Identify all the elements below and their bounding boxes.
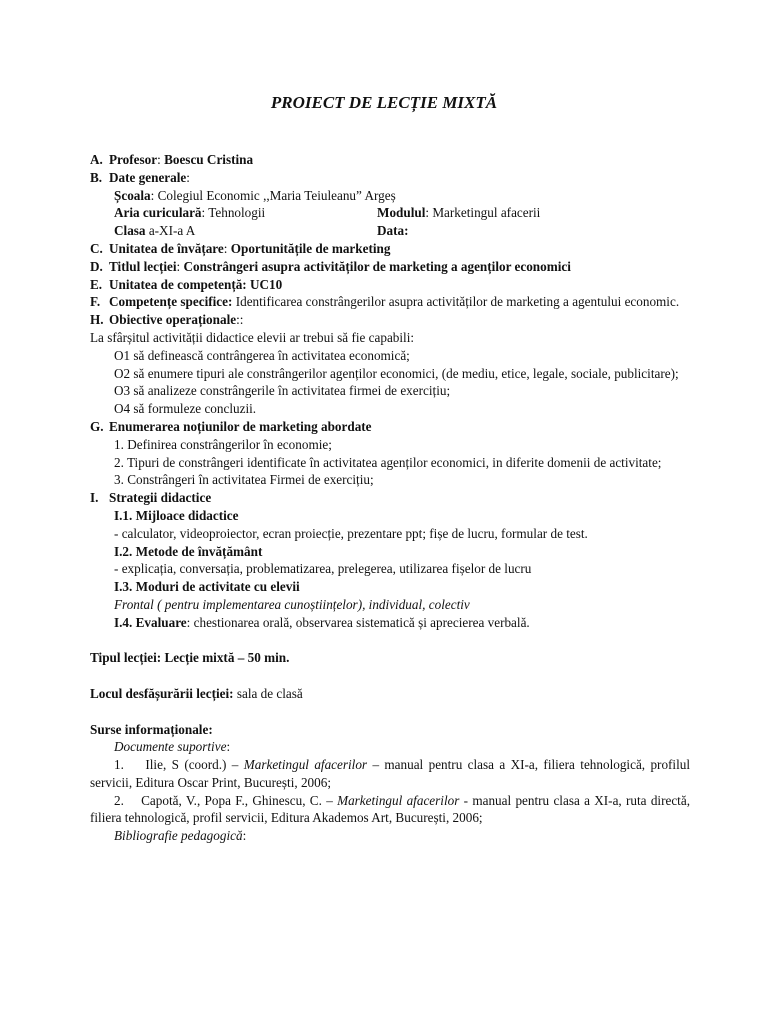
objective-4: O4 să formuleze concluzii. bbox=[114, 401, 257, 417]
item-b: B. Date generale: bbox=[90, 169, 190, 185]
bibliografie: Bibliografie pedagogică: bbox=[114, 828, 247, 844]
tip-lectie: Tipul lecției: Lecție mixtă – 50 min. bbox=[90, 650, 290, 666]
i1-text: - calculator, videoproiector, ecran proiecție, prezentare ppt; fișe de lucru, formular de test. bbox=[114, 525, 588, 541]
objective-3: O3 să analizeze constrângerile în activitatea firmei de exercițiu; bbox=[114, 383, 451, 399]
item-g: G. Enumerarea noțiunilor de marketing abordate bbox=[90, 418, 372, 434]
document-body bbox=[90, 151, 690, 845]
objective-2: O2 să enumere tipuri ale constrângerilor agenților economici, (de mediu, etice, legale, sociale, publicitare); bbox=[114, 365, 679, 381]
h-intro: La sfârșitul activității didactice elevii ar trebui să fie capabili: bbox=[90, 329, 415, 345]
surse-label: Surse informaționale: bbox=[90, 721, 213, 737]
aria-modulul-line: Aria curiculară: Tehnologii Modulul: Marketingul afacerii bbox=[114, 205, 541, 221]
item-e: E. Unitatea de competență: UC10 bbox=[90, 276, 283, 292]
objective-1: O1 să definească contrângerea în activitatea economică; bbox=[114, 347, 410, 363]
item-c: C. Unitatea de învățare: Oportunitățile de marketing bbox=[90, 240, 391, 256]
i2-text: - explicația, conversația, problematizarea, prelegerea, utilizarea fișelor de lucru bbox=[114, 561, 532, 577]
i2-label: I.2. Metode de învățământ bbox=[114, 543, 263, 559]
loc-lectie: Locul desfășurării lecției: sala de clasă bbox=[90, 685, 303, 701]
documente-suportive: Documente suportive: bbox=[114, 739, 231, 755]
i3-text: Frontal ( pentru implementarea cunoștiințelor), individual, colectiv bbox=[114, 596, 470, 612]
notion-3: 3. Constrângeri în activitatea Firmei de exercițiu; bbox=[114, 472, 374, 488]
item-i: I. Strategii didactice bbox=[90, 490, 212, 506]
item-f: F. Competențe specifice: Identificarea constrângerilor asupra activităților de marketing a agentului economic. bbox=[90, 294, 680, 310]
item-h: H. Obiective operaționale:: bbox=[90, 312, 244, 328]
clasa-data-line: Clasa a-XI-a A Data: bbox=[114, 223, 409, 239]
i1-label: I.1. Mijloace didactice bbox=[114, 507, 239, 523]
i4-line: I.4. Evaluare: chestionarea orală, observarea sistematică și aprecierea verbală. bbox=[114, 614, 530, 630]
notion-1: 1. Definirea constrângerilor în economie; bbox=[114, 436, 332, 452]
reference-2: 2. Capotă, V., Popa F., Ghinescu, C. – Marketingul afacerilor - manual pentru clasa a XI-a, ruta directă, filiera tehnologică, profil servicii, Editura Akademos Art, București, 2006; bbox=[90, 792, 690, 826]
notion-2: 2. Tipuri de constrângeri identificate în activitatea agenților economici, in diferite domenii de activitate; bbox=[114, 454, 662, 470]
document-title: PROIECT DE LECȚIE MIXTĂ bbox=[270, 93, 498, 112]
item-a: A. Profesor: Boescu Cristina bbox=[90, 152, 254, 167]
scoala-line: Școala: Colegiul Economic ,,Maria Teiuleanu” Argeș bbox=[114, 187, 396, 203]
reference-1: 1. Ilie, S (coord.) – Marketingul afacerilor – manual pentru clasa a XI-a, filiera tehnologică, profilul servicii, Editura Oscar Print, București, 2006; bbox=[90, 757, 691, 790]
item-d: D. Titlul lecției: Constrângeri asupra activităților de marketing a agenților economici bbox=[90, 258, 571, 274]
i3-label: I.3. Moduri de activitate cu elevii bbox=[114, 579, 300, 595]
